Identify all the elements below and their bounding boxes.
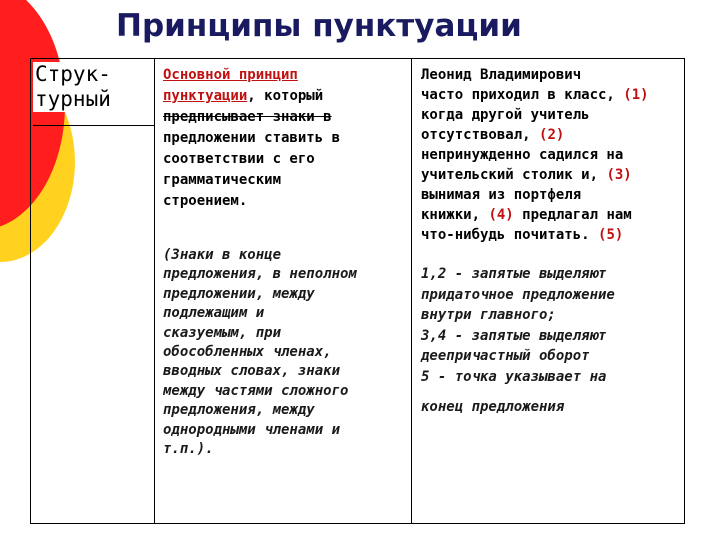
example-line [421,165,649,185]
example-text: часто приходил в класс, [421,87,624,103]
example-sentence-cell [421,65,649,245]
explanation-line: 5 - точка указывает на [421,368,607,385]
principle-line [163,65,340,86]
principle-line: строением. [163,193,248,209]
mark-number: (2) [539,127,565,143]
note-cell [163,246,357,459]
mark-number: (3) [606,167,632,183]
example-line [421,85,649,105]
example-text: что-нибудь почитать. [421,227,599,243]
row-label-underline [33,125,154,126]
note-line: обособленных членах, [163,344,332,361]
principle-highlight: пунктуации [163,88,248,104]
explanation-line: деепричастный оборот [421,348,590,365]
principle-line: предложении ставить в [163,130,341,146]
row-label [33,62,138,112]
row-label-line: Струк- [35,62,111,86]
example-text: предлагал нам [513,207,632,223]
example-line: непринужденно садился на [421,147,624,163]
row-label-line: турный [35,87,111,111]
table-divider-1 [154,58,155,524]
note-line: вводных словах, знаки [163,363,341,380]
mark-number: (1) [623,87,649,103]
note-line: предложения, между [163,402,315,419]
explanation-line: придаточное предложение [421,286,615,303]
explanation-line: 3,4 - запятые выделяют [421,327,607,344]
example-line: когда другой учитель [421,107,590,123]
example-line [421,225,649,245]
example-line: Леонид Владимирович [421,67,582,83]
note-line: между частями сложного [163,382,349,399]
note-line: подлежащим и [163,305,265,322]
explanation-line: конец предложения [421,398,565,415]
row-label-cell [33,62,153,112]
principle-line: грамматическим [163,172,282,188]
example-line [421,125,649,145]
note-line: т.п.). [163,441,214,458]
example-text: учительский столик и, [421,167,607,183]
note-line: однородными членами и [163,421,341,438]
principle-highlight: Основной принцип [163,67,298,83]
principle-line [163,107,340,128]
example-line: вынимая из портфеля [421,187,582,203]
explanation-cell [421,264,615,417]
principle-cell [163,65,340,212]
principle-text: , который [247,88,324,104]
slide-title: Принципы пунктуации [116,8,522,44]
example-line [421,205,649,225]
explanation-line: внутри главного; [421,307,556,324]
principle-line: соответствии с его [163,151,315,167]
example-text: книжки, [421,207,489,223]
note-line: сказуемым, при [163,324,282,341]
note-line: предложения, в неполном [163,266,357,283]
explanation-line: 1,2 - запятые выделяют [421,266,607,282]
example-text: отсутствовал, [421,127,540,143]
note-line: (Знаки в конце [163,247,282,263]
principle-line [163,86,340,107]
table-divider-2 [411,58,412,524]
mark-number: (4) [488,207,514,223]
principle-strike-text: предписывает знаки в [163,109,332,125]
note-line: предложении, между [163,285,315,302]
mark-number: (5) [598,227,624,243]
